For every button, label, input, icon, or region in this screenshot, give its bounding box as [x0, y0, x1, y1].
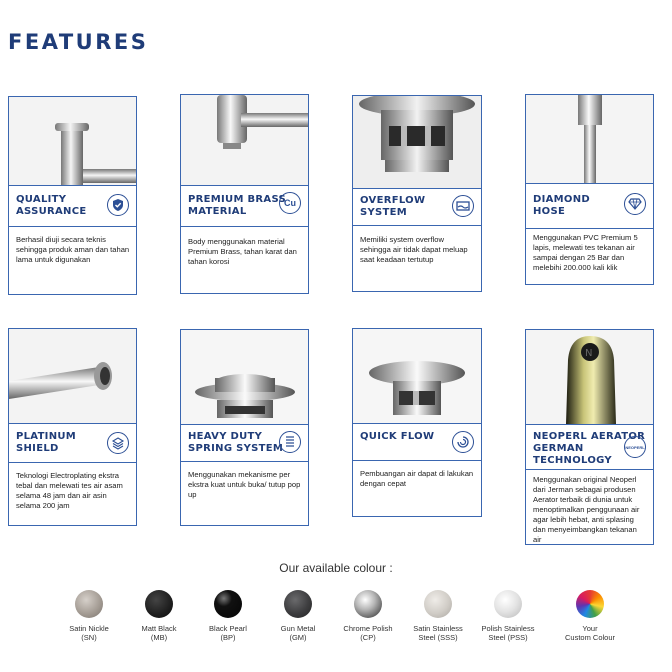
feature-description: Menggunakan PVC Premium 5 lapis, melewati tes tekanan air sampai dengan 25 Bar dan melebihi 200.000 kali klik: [533, 233, 638, 272]
colour-swatch: [576, 590, 604, 618]
colour-option-custom-colour: [555, 590, 625, 642]
feature-title: OVERFLOW SYSTEM: [360, 195, 426, 218]
colour-label: Your Custom Colour: [564, 624, 616, 642]
layers-icon: [107, 432, 129, 454]
feature-title: PLATINUM SHIELD: [16, 431, 77, 454]
diamond-icon: [624, 193, 646, 215]
feature-header: [353, 188, 481, 226]
spring-icon: [279, 431, 301, 453]
feature-card-quality-assurance: [8, 96, 137, 295]
drain-plug-photo: [353, 329, 481, 423]
colour-swatch: [424, 590, 452, 618]
feature-card-neoperl-aerator: [525, 329, 654, 545]
feature-description: Teknologi Electroplating ekstra tebal dan melewati tes air asam selama 48 jam dan air asin selama 200 jam: [16, 471, 123, 510]
feature-description: Menggunakan mekanisme per ekstra kuat untuk buka/ tutup pop up: [188, 470, 301, 499]
colour-section-title: Our available colour :: [279, 561, 393, 575]
pipe-photo: [181, 95, 308, 185]
colour-option-black-pearl: [193, 590, 263, 642]
colour-option-chrome-polish: [333, 590, 403, 642]
feature-header: [526, 183, 653, 229]
feature-title: HEAVY DUTY SPRING SYSTEM: [188, 431, 284, 454]
svg-text:N: N: [585, 348, 593, 359]
feature-card-overflow-system: [352, 95, 482, 292]
feature-description: Memiliki system overflow sehingga air tidak dapat meluap saat keadaan tertutup: [360, 235, 468, 264]
feature-title: QUICK FLOW: [360, 431, 435, 442]
feature-description: Menggunakan original Neoperl dari Jerman sebagai produsen Aerator terbaik di dunia untuk menoptimalkan penggunaan air agar lebih hebat, anti splasing dan menyeimbangkan tekanan air: [533, 475, 640, 544]
colour-swatch: [75, 590, 103, 618]
feature-header: [9, 423, 136, 463]
feature-header: [526, 424, 653, 470]
feature-card-quick-flow: [352, 328, 482, 517]
pipe-photo: [9, 97, 136, 185]
colour-label: Polish Stainless Steel (PSS): [481, 624, 535, 642]
copper-element-icon: [279, 192, 301, 214]
feature-header: [181, 185, 308, 227]
feature-card-diamond-hose: [525, 94, 654, 285]
popup-plug-photo: [181, 330, 308, 424]
feature-card-premium-brass: [180, 94, 309, 294]
copper-element-label: Cu: [284, 198, 296, 208]
colour-option-satin-stainless-steel: [403, 590, 473, 642]
feature-header: [181, 424, 308, 462]
shield-check-icon: [107, 194, 129, 216]
drain-photo: [353, 96, 481, 188]
feature-description: Pembuangan air dapat di lakukan dengan cepat: [360, 469, 474, 488]
feature-description: Body menggunakan material Premium Brass, tahan karat dan tahan korosi: [188, 237, 297, 266]
sink-overflow-icon: [452, 195, 474, 217]
page-title: FEATURES: [8, 30, 149, 54]
feature-card-heavy-duty-spring: [180, 329, 309, 526]
hose-photo: [526, 95, 653, 183]
colour-option-gun-metal: [263, 590, 333, 642]
colour-swatch: [354, 590, 382, 618]
aerator-photo: [526, 330, 653, 424]
feature-header: [9, 185, 136, 227]
feature-card-platinum-shield: [8, 328, 137, 526]
colour-label: Satin Stainless Steel (SSS): [413, 624, 463, 642]
feature-title: NEOPERL AERATOR GERMAN TECHNOLOGY: [533, 431, 646, 466]
colour-swatch: [214, 590, 242, 618]
colour-option-matt-black: [124, 590, 194, 642]
neoperl-logo-label: NEOPERL: [625, 444, 645, 450]
feature-title: PREMIUM BRASS MATERIAL: [188, 194, 287, 217]
feature-header: [353, 423, 481, 461]
neoperl-logo-icon: [624, 436, 646, 458]
swirl-icon: [452, 431, 474, 453]
colour-label: Black Pearl (BP): [209, 624, 247, 642]
colour-label: Matt Black (MB): [141, 624, 177, 642]
colour-label: Chrome Polish (CP): [343, 624, 393, 642]
feature-title: DIAMOND HOSE: [533, 194, 590, 217]
colour-label: Gun Metal (GM): [280, 624, 316, 642]
colour-option-polish-stainless-steel: [473, 590, 543, 642]
feature-title: QUALITY ASSURANCE: [16, 194, 87, 217]
feature-description: Berhasil diuji secara teknis sehingga produk aman dan tahan lama untuk digunakan: [16, 235, 130, 264]
colour-label: Satin Nickle (SN): [69, 624, 109, 642]
colour-option-satin-nickle: [54, 590, 124, 642]
colour-swatch: [284, 590, 312, 618]
colour-swatch: [145, 590, 173, 618]
pipe-photo: [9, 329, 136, 423]
colour-swatch: [494, 590, 522, 618]
